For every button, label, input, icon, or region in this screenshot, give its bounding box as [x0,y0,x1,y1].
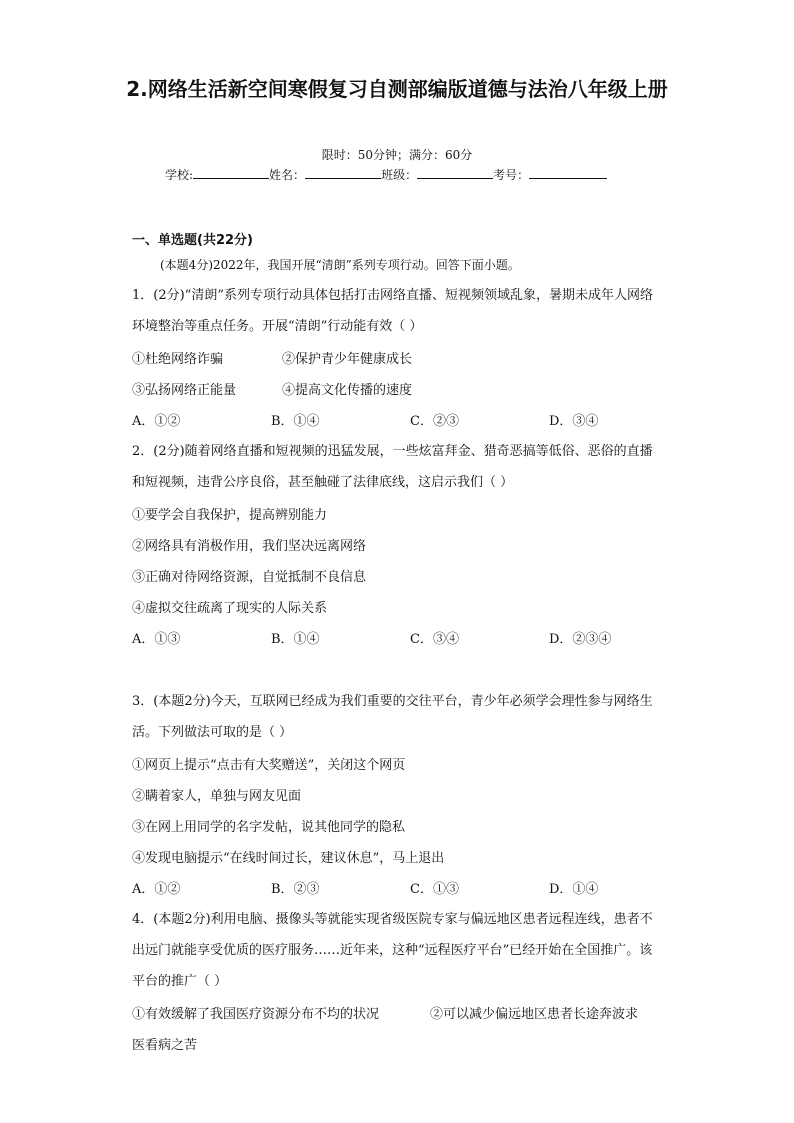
name-field[interactable] [305,166,381,179]
q4-option-2-start: ②可以减少偏远地区患者长途奔波求 [430,1007,639,1022]
q3-option-2: ②瞒着家人，单独与网友见面 [132,789,302,804]
q2-option-4: ④虚拟交往疏离了现实的人际关系 [132,601,328,616]
class-label: 班级： [381,168,418,182]
q1-choice-d[interactable]: D．③④ [549,414,599,429]
q2-option-1: ①要学会自我保护，提高辨别能力 [132,508,328,523]
q3-choice-d[interactable]: D．①④ [549,882,599,897]
q2-choice-c[interactable]: C．③④ [410,632,459,647]
q4-option-2-end: 医看病之苦 [132,1038,198,1053]
q3-option-1: ①网页上提示“点击有大奖赠送”，关闭这个网页 [132,758,406,773]
q3-choice-c[interactable]: C．①③ [410,882,459,897]
q1-choice-a[interactable]: A．①② [132,414,181,429]
q1-option-3: ③弘扬网络正能量 [132,383,237,398]
name-label: 姓名： [269,168,306,182]
q1-option-4: ④提高文化传播的速度 [282,383,413,398]
q2-option-2: ②网络具有消极作用，我们坚决远离网络 [132,539,367,554]
class-field[interactable] [417,166,493,179]
q3-choice-b[interactable]: B．②③ [271,882,320,897]
q1-option-1: ①杜绝网络诈骗 [132,352,224,367]
student-info-row [165,166,607,183]
q2-choice-b[interactable]: B．①④ [271,632,320,647]
q1-choice-c[interactable]: C．②③ [410,414,459,429]
q3-stem: 3．(本题2分)今天，互联网已经成为我们重要的交往平台，青少年必须学会理性参与网络生活。下列做法可取的是（ ） [132,694,653,740]
q3-option-4: ④发现电脑提示“在线时间过长，建议休息”，马上退出 [132,851,445,866]
q2-choice-a[interactable]: A．①③ [132,632,181,647]
section-intro: (本题4分)2022年，我国开展“清朗”系列专项行动。回答下面小题。 [160,258,520,272]
q2-choice-d[interactable]: D．②③④ [549,632,612,647]
q4-stem: 4．(本题2分)利用电脑、摄像头等就能实现省级医院专家与偏远地区患者远程连线，患者不出远门就能享受优质的医疗服务……近年来，这种“远程医疗平台”已经开始在全国推广。该平台的推广（ ） [132,912,653,989]
section-heading: 一、单选题(共22分) [132,233,253,248]
number-label: 考号： [493,168,530,182]
q2-option-3: ③正确对待网络资源，自觉抵制不良信息 [132,570,367,585]
school-label: 学校: [165,168,194,182]
q4-option-1: ①有效缓解了我国医疗资源分布不均的状况 [132,1007,380,1022]
exam-title: 2.网络生活新空间寒假复习自测部编版道德与法治八年级上册 [126,77,668,101]
q3-choice-a[interactable]: A．①② [132,882,181,897]
q2-stem: 2．(2分)随着网络直播和短视频的迅猛发展，一些炫富拜金、猎奇恶搞等低俗、恶俗的直播和短视频，违背公序良俗，甚至触碰了法律底线，这启示我们（ ） [132,444,653,490]
q3-option-3: ③在网上用同学的名字发帖，说其他同学的隐私 [132,820,406,835]
number-field[interactable] [529,166,607,179]
q1-choice-b[interactable]: B．①④ [271,414,320,429]
q1-option-2: ②保护青少年健康成长 [282,352,413,367]
q1-stem: 1．(2分)“清朗”系列专项行动具体包括打击网络直播、短视频领域乱象，暑期未成年人网络环境整治等重点任务。开展“清朗”行动能有效（ ） [132,288,653,334]
school-field[interactable] [193,166,269,179]
time-score-info: 限时：50分钟；满分：60分 [321,148,473,162]
